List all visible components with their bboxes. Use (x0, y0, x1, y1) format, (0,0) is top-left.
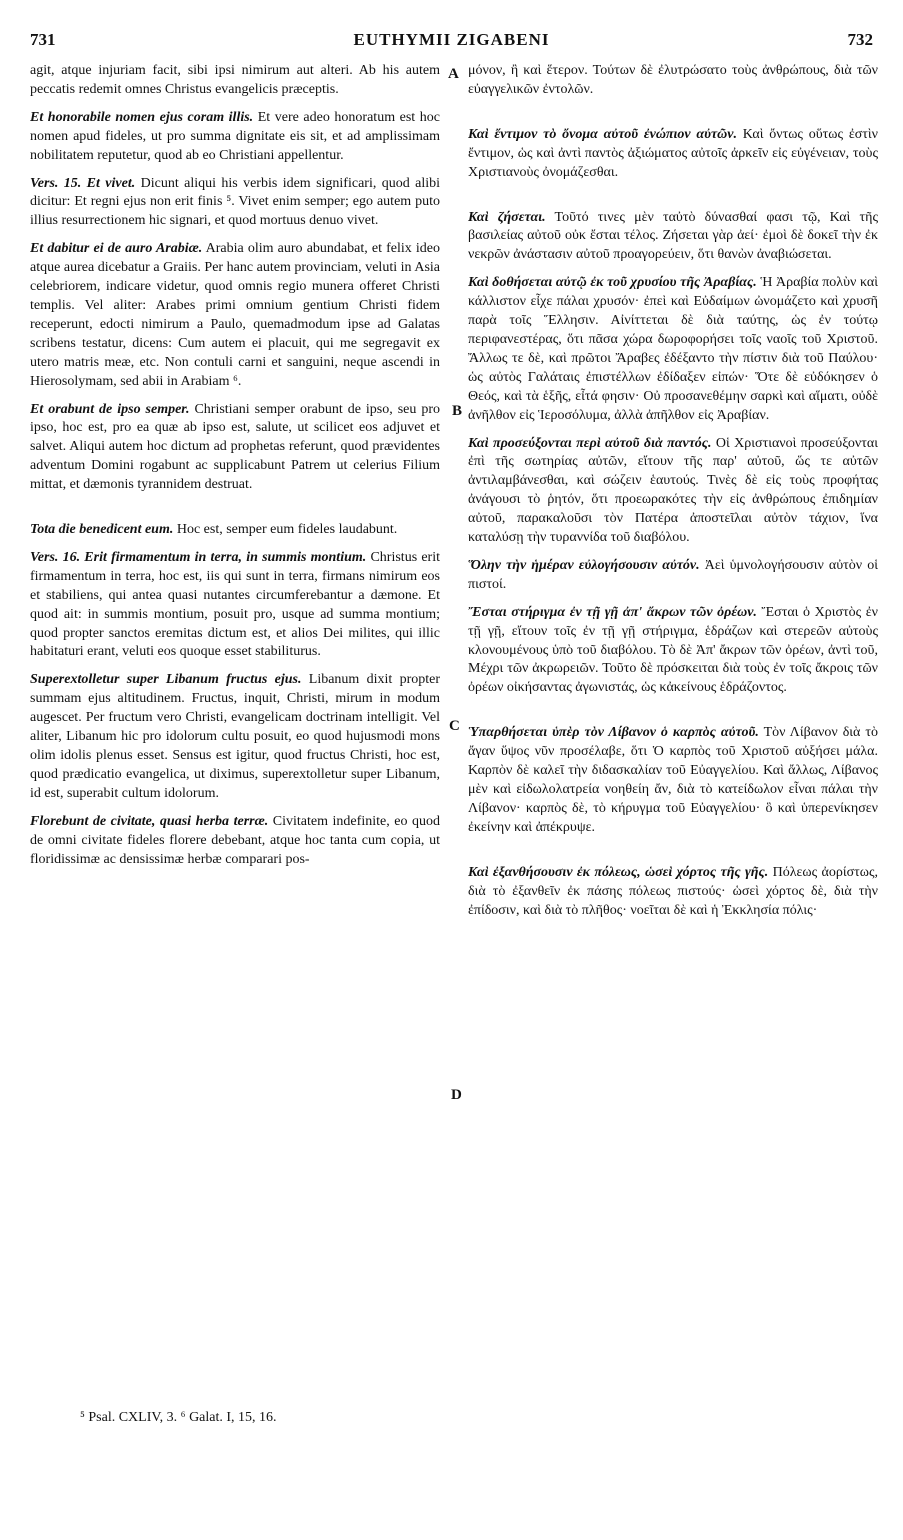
greek-paragraph-3: Καὶ ζήσεται. Τοῦτό τινες μὲν ταὐτὸ δύνασθαί φασι τῷ, Καὶ τῆς βασιλείας αὐτοῦ οὐκ ἔσται τέλος. Ζήσεται γὰρ ἀεί· ἐμοὶ δὲ δοκεῖ τὴν ἐκ νεκρῶν ἀνάστασιν αὐτοῦ προαγορεύειν, ὅτι θανὼν ἀναβιώσεται. (468, 209, 878, 263)
greek-paragraph-8: Ὑπαρθήσεται ὑπὲρ τὸν Λίβανον ὁ καρπὸς αὐτοῦ. Τὸν Λίβανον διὰ τὸ ἄγαν ὕψος νῦν προσέλαβε, ὅτι Ὁ καρπὸς τοῦ Χριστοῦ αὐξήσει μάλα. Καρπὸν δὲ καλεῖ τὴν διδασκαλίαν τοῦ Εὐαγγελίου. Καὶ ἄλλως, Λίβανος μὲν καὶ εἰδωλολατρεία νοηθείη ἄν, διὰ τὸ κατείδωλον εἶναι πάλαι τὴν Λίβανον· καρπὸς δὲ, τὸ κήρυγμα τοῦ Εὐαγγελίου· ὃ καὶ ὑπερενίκησεν ἐκείνην καὶ ἀπέκρυψε. (468, 725, 878, 835)
page-number-right: 732 (847, 30, 873, 49)
latin-paragraph-1: agit, atque injuriam facit, sibi ipsi nimirum aut alteri. Ab his autem peccatis redemit omnes Christus evangelicis præceptis. (30, 63, 440, 97)
latin-paragraph-6: Tota die benedicent eum. Hoc est, semper eum fideles laudabunt. (30, 522, 398, 538)
latin-paragraph-2: Et honorabile nomen ejus coram illis. Et vere adeo honoratum est hoc nomen apud fideles, ut pro summa dignitate eis sit, et ad amplissimam nobilitatem reputetur, quod ab eo Christiani appellentur. (30, 109, 440, 163)
page-header (30, 30, 873, 56)
margin-letter-d: D (451, 1087, 462, 1103)
page-number-left: 731 (30, 30, 56, 49)
margin-letter-a: A (448, 66, 459, 82)
greek-column (468, 62, 878, 1402)
margin-letter-b: B (452, 403, 463, 419)
latin-paragraph-4: Et dabitur ei de auro Arabiæ. Arabia olim auro abundabat, et felix ideo atque aurea dicebatur a Graiis. Per hanc autem provinciam, veluti in Asia celebriorem, indicare videtur, quod omnis regio munera offeret Christi templis. Vel aliter: Arabes primi omnium gentium Christi fidem receperunt, edocti nimirum a Paulo, quemadmodum ipse ad Galatas scribens testatur, dicens: Cum autem ei placuit, qui me segregavit ex utero matris meæ, etc. Non contuli carni et sanguini, neque ascendi in Hierosolymam, sed abii in Arabiam ⁶. (30, 241, 440, 389)
greek-paragraph-9: Καὶ ἐξανθήσουσιν ἐκ πόλεως, ὡσεὶ χόρτος τῆς γῆς. Πόλεως ἀορίστως, διὰ τὸ ἐξανθεῖν ἐκ πάσης πόλεως πιστούς· ὡσεὶ χόρτος δὲ, διὰ τὴν ἐπίδοσιν, καὶ διὰ τὸ πλῆθος· νοεῖται δὲ καὶ ἡ Ἐκκλησία πόλις· (468, 864, 878, 918)
running-title: EUTHYMII ZIGABENI (353, 30, 550, 49)
latin-paragraph-9: Florebunt de civitate, quasi herba terræ. Civitatem indefinite, eo quod de omni civitate fideles florere debebant, atque hoc tanta cum copia, ut floridissimæ ac densissimæ herbæ comparari pos- (30, 813, 440, 867)
latin-paragraph-8: Superextolletur super Libanum fructus ejus. Libanum dixit propter summam ejus altitudinem. Fructus, inquit, Christi, mirum in modum augescet. Per fructum vero Christi, evangelicam doctrinam intelligit. Vel aliter, Libanum hic pro idolorum cultu posuit, eo quod hujusmodi mons olim idolis plenus esset. Sensus est igitur, quod fructus Christi, hoc est, quod prædicatio evangelica, ut diximus, superextolletur super Libanum, id est, superabit cultum idolorum. (30, 672, 440, 801)
latin-column (30, 62, 440, 1402)
greek-paragraph-6: Ὅλην τὴν ἡμέραν εὐλογήσουσιν αὐτόν. Ἀεὶ ὑμνολογήσουσιν αὐτὸν οἱ πιστοί. (468, 557, 878, 592)
latin-paragraph-5: Et orabunt de ipso semper. Christiani semper orabunt de ipso, seu pro ipso, hoc est, pro ea quæ ab ipso est, salute, ut scilicet eos adjuvet et salvet. Aliqui autem hoc dictum ad prophetas referunt, quod prævidentes adventum Domini rogabunt ac supplicabunt Patrem ut celerius Filium mittat, et dæmonis tyrannidem destruat. (30, 401, 440, 493)
greek-paragraph-7: Ἔσται στήριγμα ἐν τῇ γῇ ἀπ' ἄκρων τῶν ὀρέων. Ἔσται ὁ Χριστὸς ἐν τῇ γῇ, εἴτουν τοῖς ἐν τῇ γῇ στήριγμα, ἑδράζων καὶ στερεῶν αὐτοὺς κλονουμένους ὑπὸ τοῦ διαβόλου. Τὸ δὲ Ἀπ' ἄκρων τῶν ὀρέων, ἀντὶ τοῦ, Μέχρι τῶν ἀκρωρειῶν. Τοῦτο δὲ πρόσκειται διὰ τοὺς ἐν τοῖς ἄκροις τῶν ὀρέων οἰκήσαντας ἀγωνιστάς, ὡς κἀκείνους ἑδράζοντος. (468, 604, 878, 696)
footnotes: ⁵ Psal. CXLIV, 3. ⁶ Galat. I, 15, 16. (80, 1410, 277, 1425)
greek-paragraph-5: Καὶ προσεύξονται περὶ αὐτοῦ διὰ παντός. Οἱ Χριστιανοὶ προσεύξονται ἐπὶ τῆς σωτηρίας αὐτῶν, εἴτουν τῆς παρ' αὐτοῦ, ὥς τε αὐτῶν ἀντιλαμβάνεσθαι, καὶ σώζειν ἑαυτούς. Τινὲς δὲ εἰς τοὺς προφήτας ἀνάγουσι τὸ ῥητόν, ὅτι προεωρακότες τὴν εἰς ἀνθρώπους ἐπιδημίαν αὐτοῦ, παρακαλοῦσι τὸν Πατέρα ἀποστεῖλαι αὐτὸν τάχιον, ἵνα καταλύσῃ τὴν τυραννίδα τοῦ διαβόλου. (468, 435, 878, 546)
latin-paragraph-3: Vers. 15. Et vivet. Dicunt aliqui his verbis idem significari, quod alibi dicitur: Et regni ejus non erit finis ⁵. Vivet enim semper; ego autem puto illius resurrectionem hic signari, et quod mortuus denuo vivet. (30, 175, 440, 229)
latin-paragraph-7: Vers. 16. Erit firmamentum in terra, in summis montium. Christus erit firmamentum in terra, hoc est, iis qui sunt in terra, firmans nimirum eos et stabiliens, qui antea quasi nutantes circumferebantur a dæmone. Et quod ait: in summis montium, posuit pro, usque ad summa montium; quod propter sanctos eremitas dictum est, et alios Dei milites, qui illic habitaturi erant, veluti eos quoque esset stabiliturus. (30, 549, 440, 660)
margin-letter-c: C (449, 718, 460, 734)
greek-paragraph-2: Καὶ ἔντιμον τὸ ὄνομα αὐτοῦ ἐνώπιον αὐτῶν. Καὶ ὄντως οὕτως ἐστὶν ἔντιμον, ὡς καὶ ἀντὶ παντὸς ἀξιώματος αὐτοῖς ἀρκεῖν εἰς εὐγένειαν, τοὺς Χριστιανοὺς ὀνομάζεσθαι. (468, 126, 878, 180)
greek-paragraph-4: Καὶ δοθήσεται αὐτῷ ἐκ τοῦ χρυσίου τῆς Ἀραβίας. Ἡ Ἀραβία πολὺν καὶ κάλλιστον εἶχε πάλαι χρυσόν· ἐπεὶ καὶ Εὐδαίμων ὠνομάζετο καὶ χρυσῆ παρὰ τοῖς Ἕλλησιν. Αἰνίττεται δὲ διὰ ταύτης, ὡς ἐν τούτῳ περιφανεστέρας, ὅτι πᾶσα χώρα δωροφορήσει τοῖς ναοῖς τοῦ Χριστοῦ. Ἄλλως τε δὲ, καὶ πρῶτοι Ἄραβες ἐδέξαντο τὴν πίστιν διὰ τοῦ Παύλου· ὡς αὐτὸς Γαλάταις ἐπιστέλλων ἐδίδαξεν εἰπών· Ὅτε δὲ εὐδόκησεν ὁ Θεός, καὶ τὰ ἑξῆς, εἶτά φησιν· Οὐ προσανεθέμην σαρκὶ καὶ αἵματι, οὐδὲ ἀνῆλθον εἰς Ἱεροσόλυμα, ἀλλὰ ἀπῆλθον εἰς Ἀραβίαν. (468, 275, 878, 423)
greek-paragraph-1: μόνον, ἢ καὶ ἕτερον. Τούτων δὲ ἐλυτρώσατο τοὺς ἀνθρώπους, διὰ τῶν εὐαγγελικῶν ἐντολῶν. (468, 63, 878, 97)
